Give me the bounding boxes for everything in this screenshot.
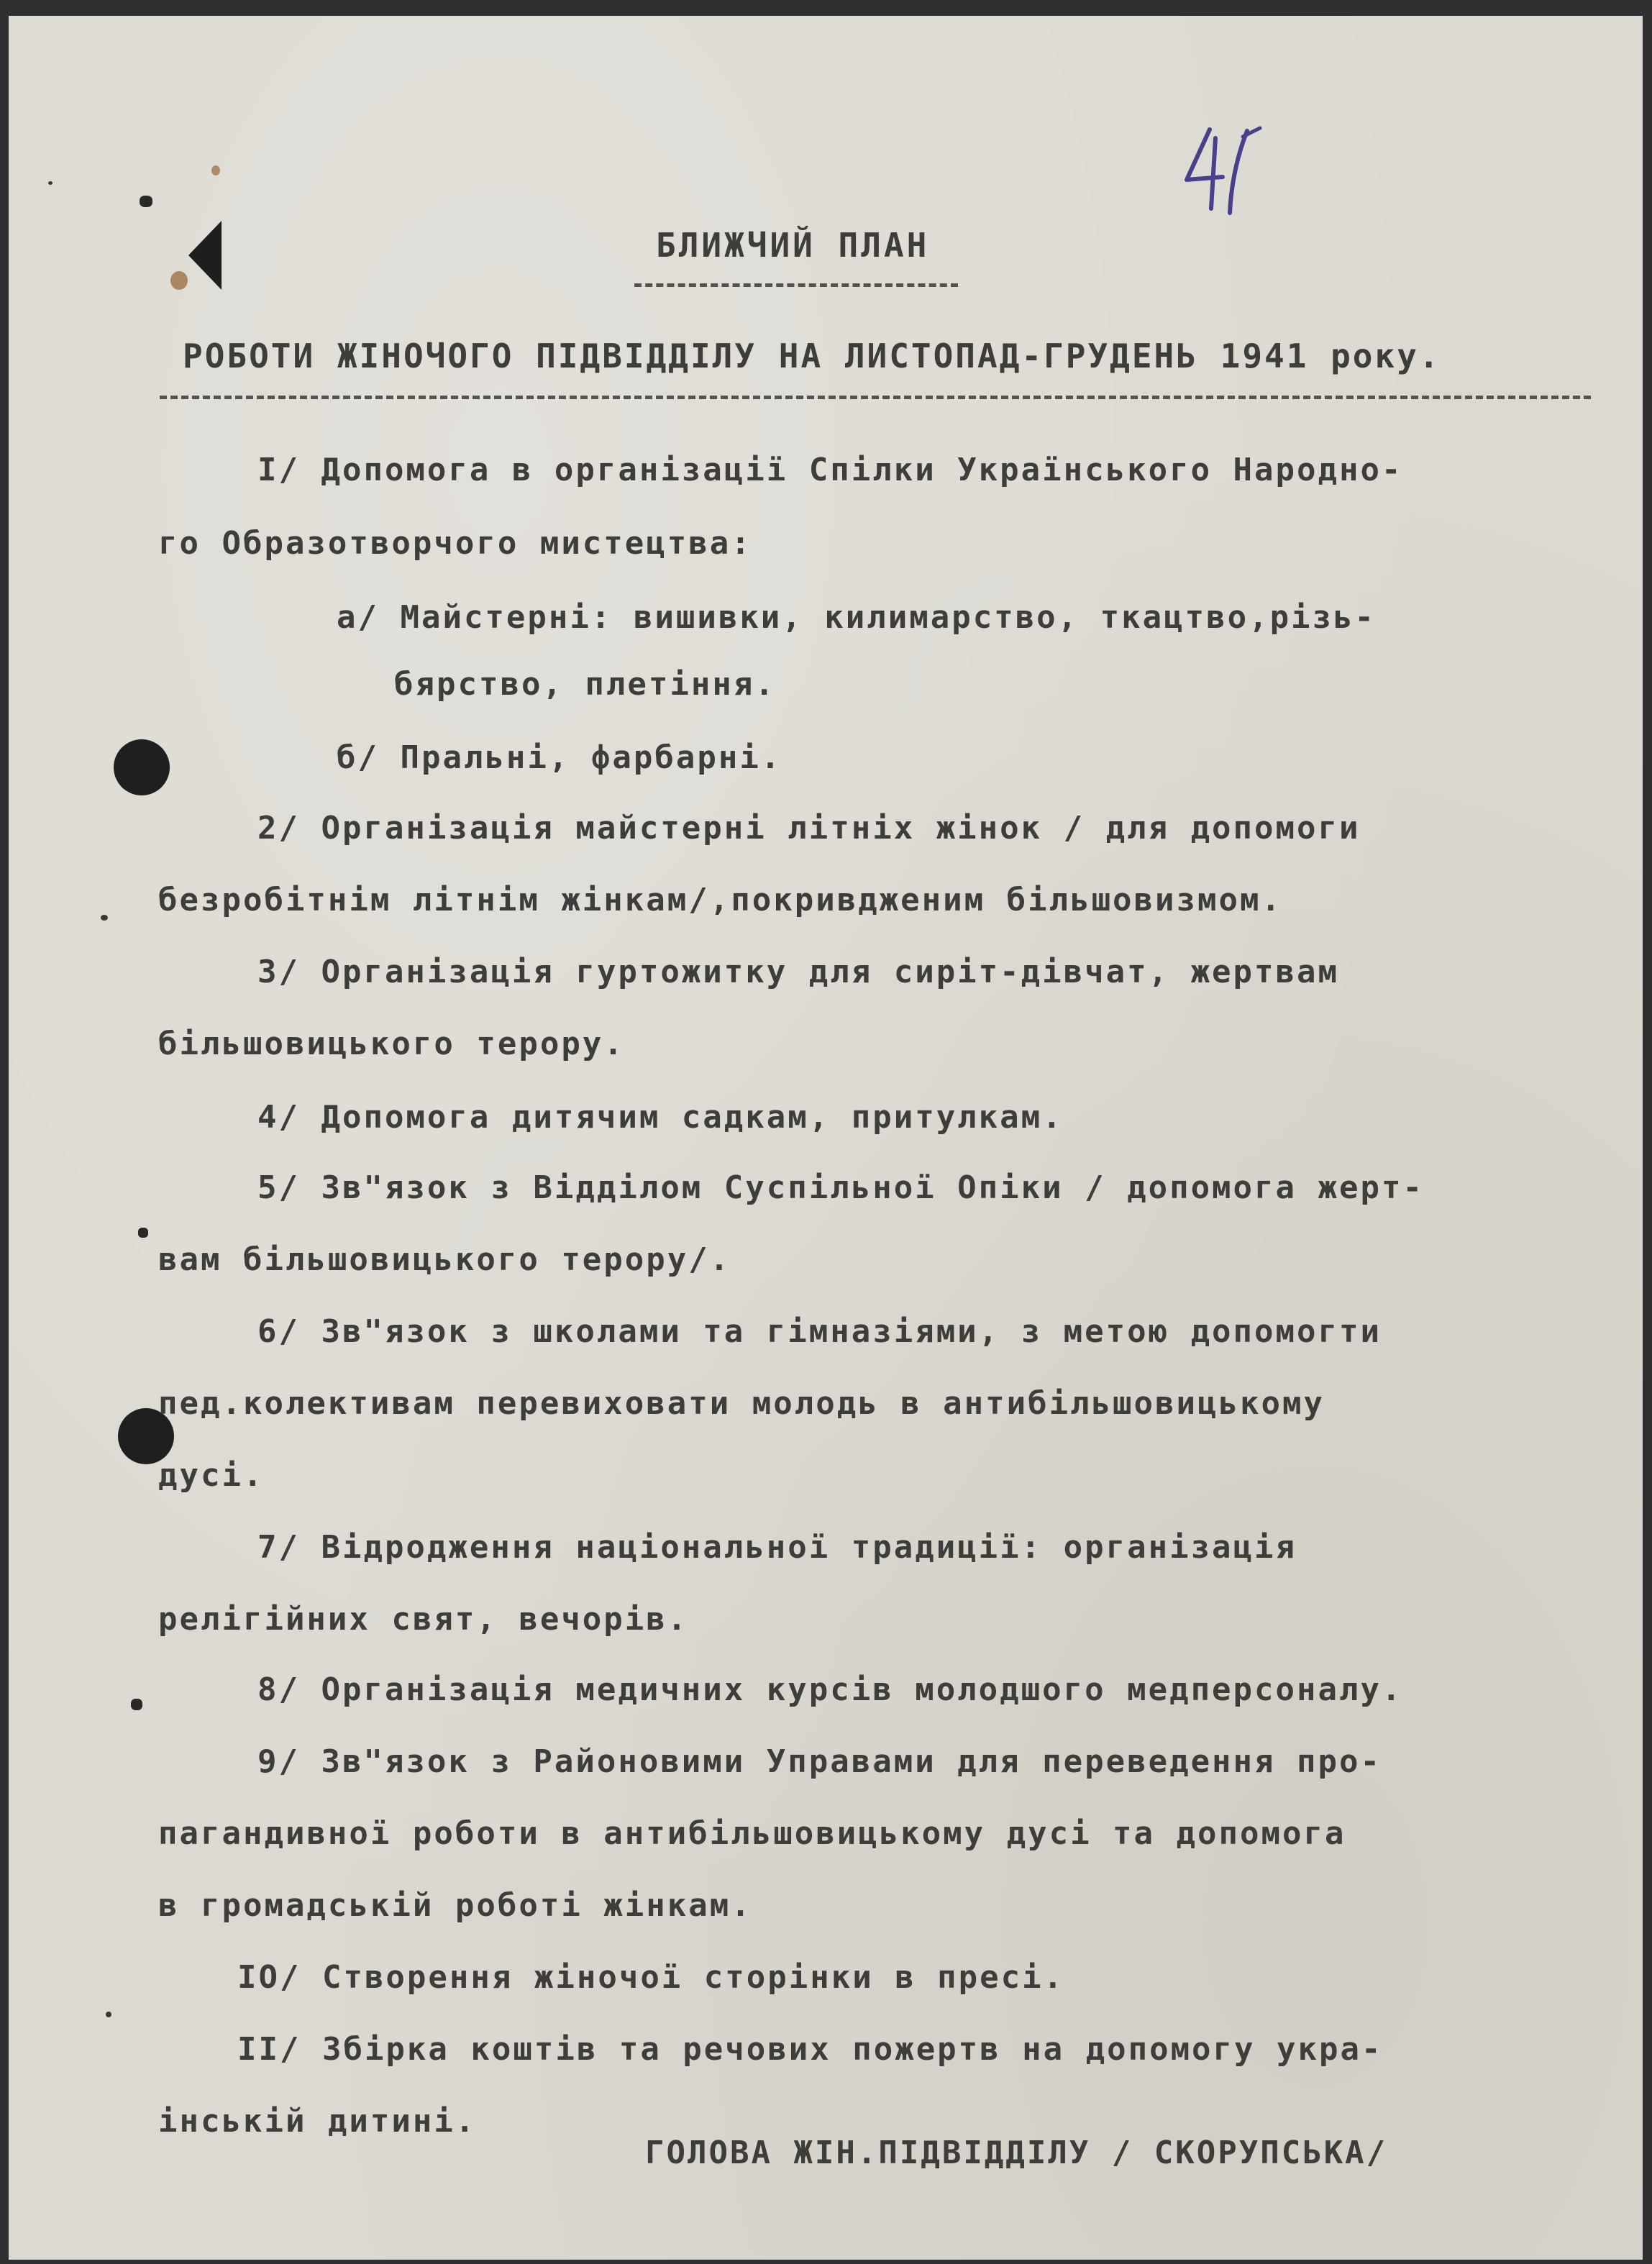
punch-mark-triangle <box>188 221 222 290</box>
body-line: релігійних свят, вечорів. <box>158 1601 689 1638</box>
subtitle-underline <box>160 396 1591 399</box>
signature-line: ГОЛОВА ЖІН.ПІДВІДДІЛУ / СКОРУПСЬКА/ <box>645 2135 1388 2171</box>
body-line: 2/ Організація майстерні літніх жінок / для допомоги <box>257 810 1361 846</box>
body-line: в громадській роботі жінкам. <box>158 1887 752 1924</box>
ink-spot <box>140 196 152 207</box>
ink-speck <box>131 1699 142 1710</box>
body-line: пагандивної роботи в антибільшовицькому дусі та допомога <box>158 1815 1346 1852</box>
body-line: II/ Збірка коштів та речових пожертв на допомогу укра- <box>237 2031 1383 2068</box>
body-line: 6/ Зв"язок з школами та гімназіями, з метою допомогти <box>257 1313 1382 1350</box>
body-line: інській дитині. <box>158 2103 477 2140</box>
body-line: більшовицького терору. <box>158 1026 625 1062</box>
document-title: БЛИЖЧИЙ ПЛАН <box>656 226 930 265</box>
ink-speck <box>101 915 108 921</box>
body-line: 9/ Зв"язок з Районовими Управами для переведення про- <box>257 1743 1382 1780</box>
folio-handwriting-icon <box>1181 124 1267 217</box>
body-line: а/ Майстерні: вишивки, килимарство, ткацтво,різь- <box>337 599 1377 636</box>
ink-speck <box>48 181 53 185</box>
body-line: 7/ Відродження національної традиції: організація <box>257 1529 1297 1566</box>
body-line: б/ Пральні, фарбарні. <box>337 739 782 776</box>
body-line: вам більшовицького терору/. <box>158 1241 731 1278</box>
folio-number-handwritten <box>1181 124 1267 217</box>
title-underline <box>634 283 958 287</box>
body-line: го Образотворчого мистецтва: <box>158 525 752 562</box>
body-line: IO/ Створення жіночої сторінки в пресі. <box>237 1959 1065 1996</box>
body-line: 8/ Організація медичних курсів молодшого медперсоналу. <box>257 1671 1403 1708</box>
body-line: 3/ Організація гуртожитку для сиріт-дівчат, жертвам <box>257 954 1340 990</box>
document-subtitle: РОБОТИ ЖІНОЧОГО ПІДВІДДІЛУ НА ЛИСТОПАД-ГРУДЕНЬ 1941 року. <box>183 337 1441 375</box>
rust-spot <box>211 165 220 175</box>
body-line: пед.колективам перевиховати молодь в антибільшовицькому <box>158 1385 1325 1422</box>
ink-speck <box>106 2012 111 2017</box>
ink-speck <box>138 1228 148 1238</box>
body-line: безробітнім літнім жінкам/,покривдженим більшовизмом. <box>158 882 1282 918</box>
document-page <box>9 16 1643 2260</box>
body-line: дусі. <box>158 1457 265 1494</box>
body-line: 4/ Допомога дитячим садкам, притулкам. <box>257 1099 1064 1136</box>
body-line: бярство, плетіння. <box>394 666 776 703</box>
punch-hole-upper <box>114 739 170 795</box>
rust-spot <box>170 271 188 290</box>
body-line: 5/ Зв"язок з Відділом Суспільної Опіки / допомога жерт- <box>257 1169 1424 1206</box>
body-line: I/ Допомога в організації Спілки Українського Народно- <box>257 452 1403 488</box>
